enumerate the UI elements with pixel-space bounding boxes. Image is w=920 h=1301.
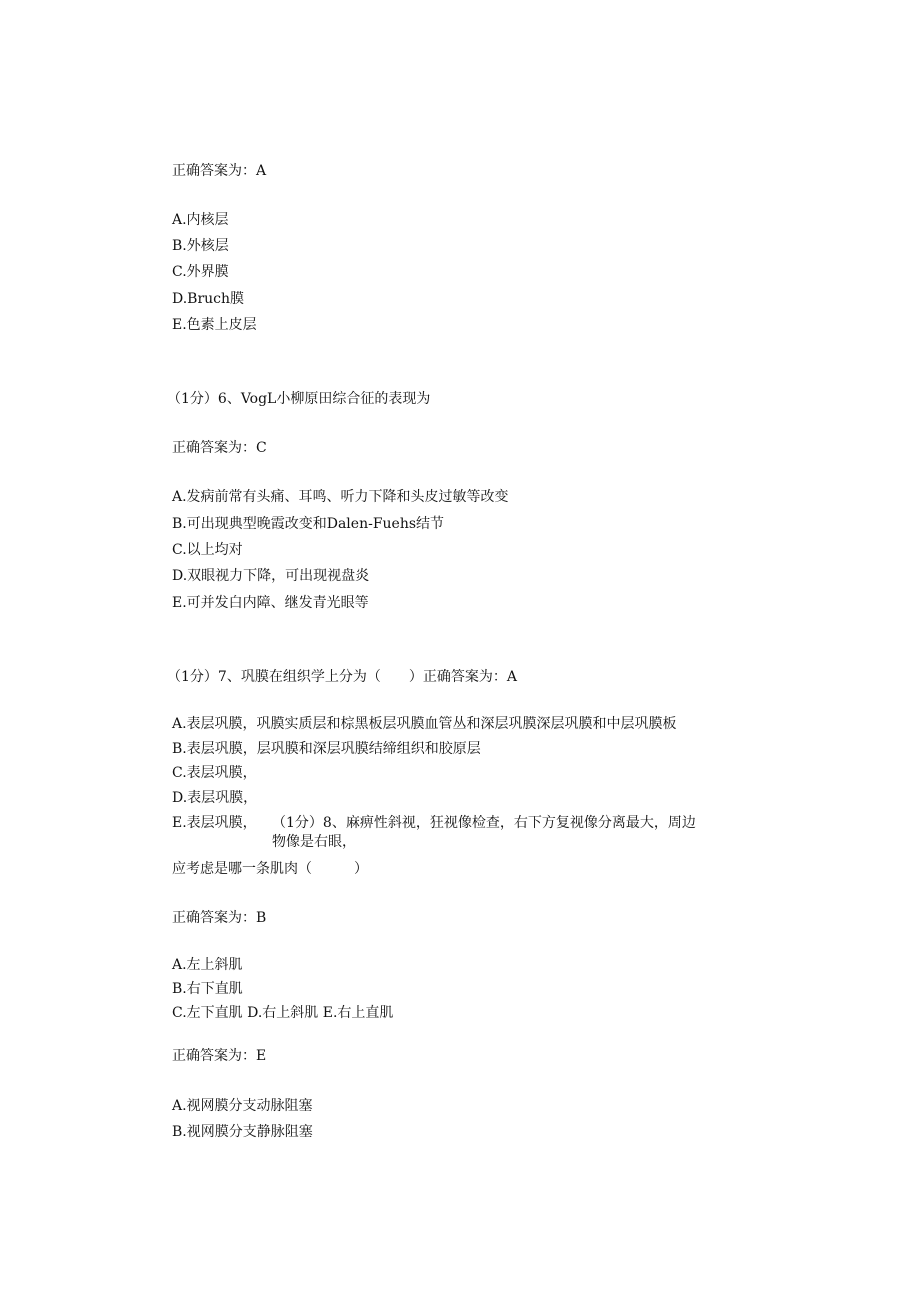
option-d: D.双眼视力下降，可出现视盘炎 [172,568,370,584]
question-8-cont: 应考虑是哪一条肌肉（ ） [172,861,368,877]
option-b: B.视网膜分支静脉阻塞 [172,1124,313,1140]
option-e: E.表层巩膜， [172,815,257,831]
option-a: A.内核层 [172,212,229,228]
option-a: A.表层巩膜，巩膜实质层和棕黑板层巩膜血管丛和深层巩膜深层巩膜和中层巩膜板 [172,716,677,732]
option-d: D.表层巩膜， [172,790,258,806]
option-d: D.Bruch膜 [172,291,245,307]
option-b: B.右下直肌 [172,981,243,997]
answer-line: 正确答案为：B [172,910,267,926]
option-a: A.左上斜肌 [172,957,243,973]
option-c: C.外界膜 [172,264,229,280]
option-b: B.表层巩膜，层巩膜和深层巩膜结缔组织和胶原层 [172,741,481,757]
question-8-line-1: （1分）8、麻痹性斜视，狂视像检查，右下方复视像分离最大，周边 [272,815,696,831]
question-6: （1分）6、VogL小柳原田综合征的表现为 [167,391,431,407]
option-a: A.发病前常有头痛、耳鸣、听力下降和头皮过敏等改变 [172,489,509,505]
option-a: A.视网膜分支动脉阻塞 [172,1098,313,1114]
answer-line: 正确答案为：A [172,163,267,179]
option-c: C.表层巩膜， [172,765,257,781]
option-e: E.色素上皮层 [172,317,257,333]
option-b: B.可出现典型晚霞改变和Dalen-Fuehs结节 [172,516,445,532]
option-cde: C.左下直肌 D.右上斜肌 E.右上直肌 [172,1005,394,1021]
question-7: （1分）7、巩膜在组织学上分为（ ）正确答案为：A [167,669,517,685]
option-c: C.以上均对 [172,542,243,558]
question-8-line-2: 物像是右眼， [272,834,356,850]
answer-line: 正确答案为：C [172,440,267,456]
option-e: E.可并发白内障、继发青光眼等 [172,595,369,611]
answer-line: 正确答案为：E [172,1048,267,1064]
option-b: B.外核层 [172,238,229,254]
